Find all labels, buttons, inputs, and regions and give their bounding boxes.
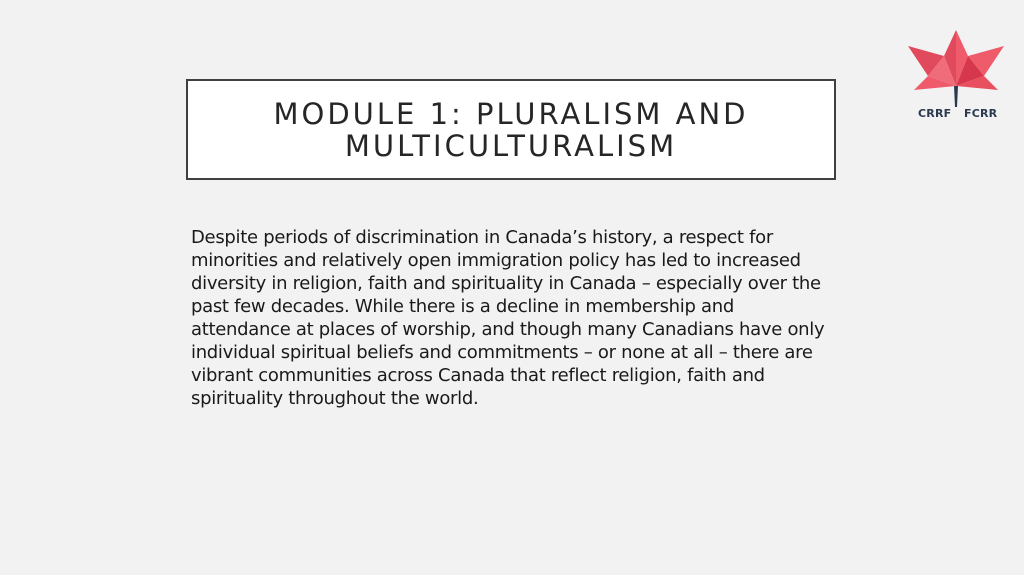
title-box (186, 79, 836, 180)
logo-labels (906, 107, 1006, 123)
crrf-fcrr-logo (906, 28, 1006, 124)
slide-body-text: Despite periods of discrimination in Canada’s history, a respect for minorities and relatively open immigration policy has led to increased diversity in religion, faith and spirituality in Canada – especially over the past few decades. While there is a decline in membership and attendance at places of worship, and though many Canadians have only individual spiritual beliefs and commitments – or none at all – there are vibrant communities across Canada that reflect religion, faith and spirituality throughout the world. (191, 227, 825, 409)
logo-label-crrf: CRRF (918, 107, 952, 120)
slide-title: MODULE 1: PLURALISM AND MULTICULTURALISM (273, 96, 749, 163)
logo-label-fcrr: FCRR (964, 107, 998, 120)
maple-leaf-icon (906, 28, 1006, 108)
